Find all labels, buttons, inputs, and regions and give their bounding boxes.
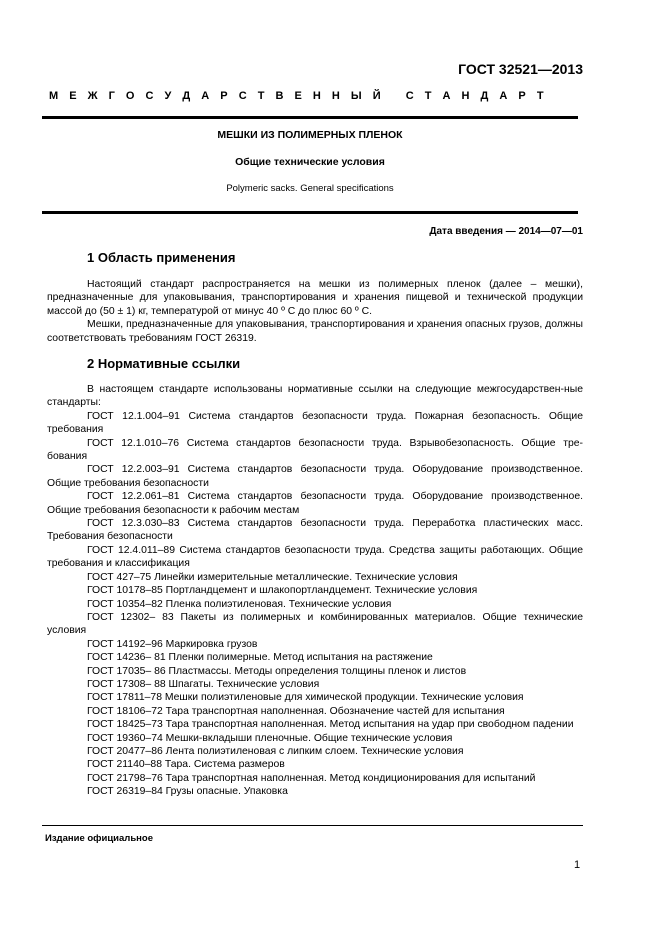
reference-item: ГОСТ 17811–78 Мешки полиэтиленовые для химической продукции. Технические условия: [87, 692, 524, 704]
reference-item: ГОСТ 12.2.003–91 Система стандартов безопасности труда. Оборудование производственное. Общие требования безопасности: [47, 464, 583, 489]
paragraph: Мешки, предназначенные для упаковывания, транспортирования и хранения опасных грузов, должны соответствовать требованиям ГОСТ 26319.: [47, 319, 583, 344]
reference-item: ГОСТ 26319–84 Грузы опасные. Упаковка: [87, 786, 288, 798]
reference-item: ГОСТ 21798–76 Тара транспортная наполненная. Метод кондиционирования для испытаний: [87, 772, 536, 784]
standard-type: М Е Ж Г О С У Д А Р С Т В Е Н Н Ы Й С Т А Н Д А Р Т: [49, 90, 548, 102]
section-heading-references: 2 Нормативные ссылки: [87, 356, 241, 371]
reference-item: ГОСТ 17308– 88 Шпагаты. Технические условия: [87, 678, 320, 690]
paragraph: Настоящий стандарт распространяется на мешки из полимерных пленок (далее – мешки), предназначенные для упаковывания, транспортирования и хранения пищевой и технической продукции массой до (50 ± 1) кг, температурой от минус 40 º С до плюс 60 º С.: [47, 279, 583, 317]
footer-divider: [42, 825, 583, 826]
document-title: МЕШКИ ИЗ ПОЛИМЕРНЫХ ПЛЕНОК: [217, 129, 403, 141]
section-scope-body: [47, 278, 583, 345]
reference-item: ГОСТ 12.4.011–89 Система стандартов безопасности труда. Средства защиты работающих. Общие требования и классификация: [47, 544, 583, 570]
reference-item: ГОСТ 14236– 81 Пленки полимерные. Метод испытания на растяжение: [87, 652, 433, 664]
english-title: Polymeric sacks. General specifications: [226, 183, 394, 194]
standard-number: ГОСТ 32521—2013: [458, 61, 583, 77]
reference-item: ГОСТ 21140–88 Тара. Система размеров: [87, 759, 285, 771]
page-number: 1: [574, 859, 581, 871]
paragraph: В настоящем стандарте использованы нормативные ссылки на следующие межгосударствен-ные стандарты:: [47, 384, 583, 409]
reference-item: ГОСТ 17035– 86 Пластмассы. Методы определения толщины пленок и листов: [87, 665, 467, 677]
top-divider: [42, 116, 578, 119]
title-divider: [42, 211, 578, 214]
reference-item: ГОСТ 18106–72 Тара транспортная наполненная. Обозначение частей для испытания: [87, 705, 505, 717]
introduction-date: Дата введения — 2014—07—01: [429, 226, 583, 237]
reference-item: ГОСТ 12.3.030–83 Система стандартов безопасности труда. Переработка пластических масс. Требования безопасности: [47, 518, 583, 543]
reference-item: ГОСТ 12.1.004–91 Система стандартов безопасности труда. Пожарная безопасность. Общие требования: [47, 410, 583, 436]
reference-item: ГОСТ 427–75 Линейки измерительные металлические. Технические условия: [87, 571, 458, 583]
reference-item: ГОСТ 19360–74 Мешки-вкладыши пленочные. Общие технические условия: [87, 732, 453, 744]
reference-item: ГОСТ 10354–82 Пленка полиэтиленовая. Технические условия: [87, 598, 392, 610]
section-references-body: [47, 383, 583, 799]
reference-item: ГОСТ 10178–85 Портландцемент и шлакопортландцемент. Технические условия: [87, 585, 478, 597]
section-heading-scope: 1 Область применения: [87, 250, 236, 265]
reference-item: ГОСТ 12.1.010–76 Система стандартов безопасности труда. Взрывобезопасность. Общие тре-бования: [47, 437, 583, 463]
document-subtitle: Общие технические условия: [235, 156, 385, 168]
reference-item: ГОСТ 12302– 83 Пакеты из полимерных и комбинированных материалов. Общие технические условия: [47, 611, 583, 637]
reference-item: ГОСТ 12.2.061–81 Система стандартов безопасности труда. Оборудование производственное. Общие требования безопасности к рабочим местам: [47, 491, 583, 516]
reference-item: ГОСТ 18425–73 Тара транспортная наполненная. Метод испытания на удар при свободном падении: [87, 719, 574, 731]
reference-item: ГОСТ 20477–86 Лента полиэтиленовая с липким слоем. Технические условия: [87, 745, 464, 757]
edition-label: Издание официальное: [45, 833, 153, 844]
reference-item: ГОСТ 14192–96 Маркировка грузов: [87, 638, 258, 650]
